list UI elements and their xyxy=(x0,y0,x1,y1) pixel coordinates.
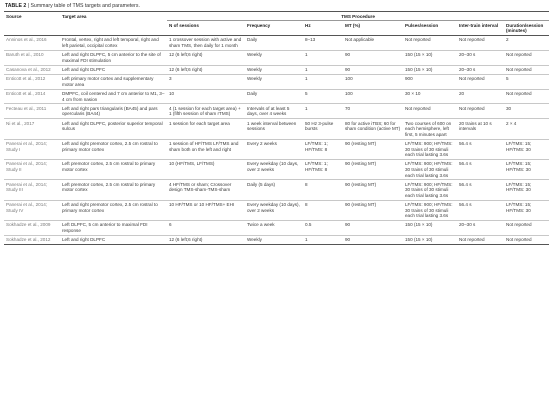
cell-source: Enticott et al., 2012 xyxy=(4,74,60,89)
cell-inter-train: 56.4 s xyxy=(457,180,504,200)
cell-duration: Not reported xyxy=(504,50,549,65)
cell-inter-train: 56.4 s xyxy=(457,200,504,220)
cell-hz: 1 xyxy=(303,235,343,244)
cell-duration: 30 xyxy=(504,104,549,119)
cell-frequency: Weekly xyxy=(245,235,303,244)
cell-pulses: 150 (15 × 10) xyxy=(403,235,457,244)
cell-pulses: 150 (15 × 10) xyxy=(403,65,457,74)
cell-sessions: 4 (1 session for each target area) + 1 (fifth session of sham rTMS) xyxy=(167,104,245,119)
header-tms-procedure: TMS Procedure xyxy=(167,11,549,21)
cell-target: Left and right DLPFC xyxy=(60,65,167,74)
cell-target: Left DLPFC, 5 cm anterior to maximal FDI response xyxy=(60,221,167,236)
cell-sessions: 10 (HF/TMS, LF/TMS) xyxy=(167,160,245,180)
cell-pulses: 900 xyxy=(403,74,457,89)
table-row xyxy=(4,65,549,74)
cell-mt: 90 (resting MT) xyxy=(343,180,403,200)
cell-source: Sokhadze et al., 2009 xyxy=(4,221,60,236)
cell-inter-train: 20 xyxy=(457,89,504,104)
cell-target: Left primary motor cortex and supplementary motor area xyxy=(60,74,167,89)
cell-pulses: LF/TMS: 900; HF/TMS: 30 trains of 30 stimuli each trial lasting 3.6s xyxy=(403,139,457,159)
cell-mt: 90 xyxy=(343,235,403,244)
header-source: Source xyxy=(4,11,60,21)
cell-duration: LF/TMS: 15; HF/TMS: 30 xyxy=(504,160,549,180)
cell-target: DMPFC, coil centered and 7 cm anterior to M1, 3–4 cm from nasion xyxy=(60,89,167,104)
cell-inter-train: 20–30 s xyxy=(457,65,504,74)
cell-target: Left premotor cortex, 2.5 cm rostral to primary motor cortex xyxy=(60,160,167,180)
cell-pulses: LF/TMS: 900; HF/TMS: 30 trains of 30 stimuli each trial lasting 3.6s xyxy=(403,200,457,220)
cell-source: Fecteau et al., 2011 xyxy=(4,104,60,119)
cell-duration: Not reported xyxy=(504,221,549,236)
cell-pulses: 150 (15 × 10) xyxy=(403,221,457,236)
cell-source: Ni et al., 2017 xyxy=(4,119,60,139)
cell-sessions: 6 xyxy=(167,221,245,236)
cell-frequency: Weekly xyxy=(245,74,303,89)
cell-target: Frontal, vertex, right and left temporal, right and left parietal, occipital cortex xyxy=(60,36,167,51)
cell-hz: LF/TMS: 1; HF/TMS: 8 xyxy=(303,139,343,159)
cell-inter-train: 56.4 s xyxy=(457,139,504,159)
cell-hz: 1 xyxy=(303,50,343,65)
cell-inter-train: Not reported xyxy=(457,235,504,244)
cell-source: Casanova et al., 2012 xyxy=(4,65,60,74)
cell-duration: 2 × 4 xyxy=(504,119,549,139)
cell-hz: 1 xyxy=(303,104,343,119)
cell-source: Enticott et al., 2014 xyxy=(4,89,60,104)
header-row-top xyxy=(4,11,549,21)
tms-summary-table xyxy=(4,11,549,246)
header-duration: Duration/session (minutes) xyxy=(504,21,549,36)
cell-hz: 1 xyxy=(303,74,343,89)
cell-sessions: 4 HF/TMS or sham; Crossover design TMS-sham-TMS-sham xyxy=(167,180,245,200)
cell-mt: 80 for active iTBS; 60 for sham condition (active MT) xyxy=(343,119,403,139)
header-frequency: Frequency xyxy=(245,21,303,36)
cell-inter-train: 20–30 s xyxy=(457,50,504,65)
table-row xyxy=(4,139,549,159)
cell-duration: Not reported xyxy=(504,89,549,104)
cell-frequency: Intervals of at least 5 days, over 4 weeks xyxy=(245,104,303,119)
header-spacer-source xyxy=(4,21,60,36)
cell-sessions: 12 (6 left;6 right) xyxy=(167,235,245,244)
cell-mt: 90 (resting MT) xyxy=(343,160,403,180)
cell-target: Left and right pars triangularis (BA45) and pars opercularis (BA44) xyxy=(60,104,167,119)
cell-pulses: 150 (15 × 10) xyxy=(403,50,457,65)
cell-mt: 100 xyxy=(343,74,403,89)
cell-source: Anninos et al., 2016 xyxy=(4,36,60,51)
cell-source: Panerai et al., 2014; Study II xyxy=(4,160,60,180)
cell-frequency: Twice a week xyxy=(245,221,303,236)
cell-mt: 70 xyxy=(343,104,403,119)
cell-mt: 90 xyxy=(343,221,403,236)
cell-inter-train: Not reported xyxy=(457,36,504,51)
cell-inter-train: Not reported xyxy=(457,74,504,89)
cell-frequency: Weekly xyxy=(245,65,303,74)
table-caption-text: | Summary table of TMS targets and parameters. xyxy=(27,3,140,9)
cell-source: Baruth et al., 2010 xyxy=(4,50,60,65)
cell-target: Left and right DLPFC xyxy=(60,235,167,244)
header-row-bottom xyxy=(4,21,549,36)
cell-duration: LF/TMS: 15; HF/TMS: 30 xyxy=(504,180,549,200)
table-row xyxy=(4,50,549,65)
table-row xyxy=(4,74,549,89)
table-row xyxy=(4,160,549,180)
cell-frequency: Every weekday (10 days, over 2 weeks xyxy=(245,160,303,180)
cell-hz: 5 xyxy=(303,89,343,104)
cell-hz: 50 Hz 3-pulse bursts xyxy=(303,119,343,139)
cell-hz: 1 xyxy=(303,65,343,74)
cell-mt: 90 (resting MT) xyxy=(343,139,403,159)
header-inter-train: Inter-train interval xyxy=(457,21,504,36)
table-row xyxy=(4,235,549,244)
cell-inter-train: 20–30 s xyxy=(457,221,504,236)
cell-pulses: LF/TMS: 900; HF/TMS: 30 trains of 30 stimuli each trial lasting 3.6s xyxy=(403,180,457,200)
cell-sessions: 12 (6 left;6 right) xyxy=(167,65,245,74)
cell-hz: 8 xyxy=(303,180,343,200)
cell-inter-train: 20 trains at 10 s intervals xyxy=(457,119,504,139)
cell-pulses: 30 × 10 xyxy=(403,89,457,104)
cell-frequency: Daily (5 days) xyxy=(245,180,303,200)
header-spacer-target xyxy=(60,21,167,36)
cell-pulses: Two courses of 600 on each hemisphere, left first, 5 minutes apart xyxy=(403,119,457,139)
table-row xyxy=(4,119,549,139)
table-row xyxy=(4,104,549,119)
cell-hz: 8–13 xyxy=(303,36,343,51)
table-body xyxy=(4,36,549,245)
cell-duration: 2 xyxy=(504,36,549,51)
cell-sessions: 10 HF/TMS or 10 HF/TMS+ EHI xyxy=(167,200,245,220)
header-target-area: Target area xyxy=(60,11,167,21)
cell-duration: 5 xyxy=(504,74,549,89)
cell-hz: 0.5 xyxy=(303,221,343,236)
cell-source: Panerai et al., 2014; Study I xyxy=(4,139,60,159)
header-mt: MT (%) xyxy=(343,21,403,36)
cell-frequency: 1 week interval between sessions xyxy=(245,119,303,139)
cell-hz: 8 xyxy=(303,200,343,220)
cell-frequency: Weekly xyxy=(245,50,303,65)
cell-target: Left premotor cortex, 2.5 cm rostral to primary motor cortex xyxy=(60,180,167,200)
cell-target: Left and right premotor cortex, 2.5 cm rostral to primary motor cortex xyxy=(60,139,167,159)
cell-sessions: 3 xyxy=(167,74,245,89)
header-hz: Hz xyxy=(303,21,343,36)
cell-pulses: Not reported xyxy=(403,104,457,119)
cell-source: Sokhadze et al., 2012 xyxy=(4,235,60,244)
cell-inter-train: Not reported xyxy=(457,104,504,119)
cell-inter-train: 56.4 s xyxy=(457,160,504,180)
cell-duration: LF/TMS: 15; HF/TMS: 30 xyxy=(504,200,549,220)
cell-source: Panerai et al., 2014; Study IV xyxy=(4,200,60,220)
cell-target: Left and right DLPFC, posterior superior temporal sulcus xyxy=(60,119,167,139)
cell-mt: 90 xyxy=(343,65,403,74)
table-row xyxy=(4,200,549,220)
table-row xyxy=(4,221,549,236)
cell-sessions: 1 session for each target area xyxy=(167,119,245,139)
table-caption-label: TABLE 2 xyxy=(5,3,27,9)
cell-source: Panerai et al., 2014; Study III xyxy=(4,180,60,200)
cell-frequency: Daily xyxy=(245,89,303,104)
cell-sessions: 12 (6 left;6 right) xyxy=(167,50,245,65)
cell-mt: 100 xyxy=(343,89,403,104)
cell-frequency: Every weekday (10 days), over 2 weeks xyxy=(245,200,303,220)
header-pulses: Pulses/session xyxy=(403,21,457,36)
cell-mt: Not applicable xyxy=(343,36,403,51)
cell-sessions: 1 session of HF/TMS LF/TMS and sham both on the left and right xyxy=(167,139,245,159)
cell-target: Left and right DLPFC, 5 cm anterior to the site of maximal FDI stimulation xyxy=(60,50,167,65)
cell-frequency: Every 2 weeks xyxy=(245,139,303,159)
cell-target: Left and right premotor cortex, 2.5 cm rostral to primary motor cortex xyxy=(60,200,167,220)
cell-mt: 90 (resting MT) xyxy=(343,200,403,220)
header-sessions: N of sessions xyxy=(167,21,245,36)
table-row xyxy=(4,36,549,51)
cell-sessions: 1 crossover session with active and sham TMS, then daily for 1 month xyxy=(167,36,245,51)
cell-frequency: Daily xyxy=(245,36,303,51)
cell-hz: LF/TMS: 1; HF/TMS: 8 xyxy=(303,160,343,180)
cell-mt: 90 xyxy=(343,50,403,65)
cell-duration: Not reported xyxy=(504,235,549,244)
table-row xyxy=(4,89,549,104)
cell-duration: Not reported xyxy=(504,65,549,74)
cell-sessions: 10 xyxy=(167,89,245,104)
cell-pulses: LF/TMS: 900; HF/TMS: 30 trains of 30 stimuli each trial lasting 3.6s xyxy=(403,160,457,180)
table-row xyxy=(4,180,549,200)
table-caption xyxy=(5,3,549,10)
cell-pulses: Not reported xyxy=(403,36,457,51)
cell-duration: LF/TMS: 15; HF/TMS: 30 xyxy=(504,139,549,159)
